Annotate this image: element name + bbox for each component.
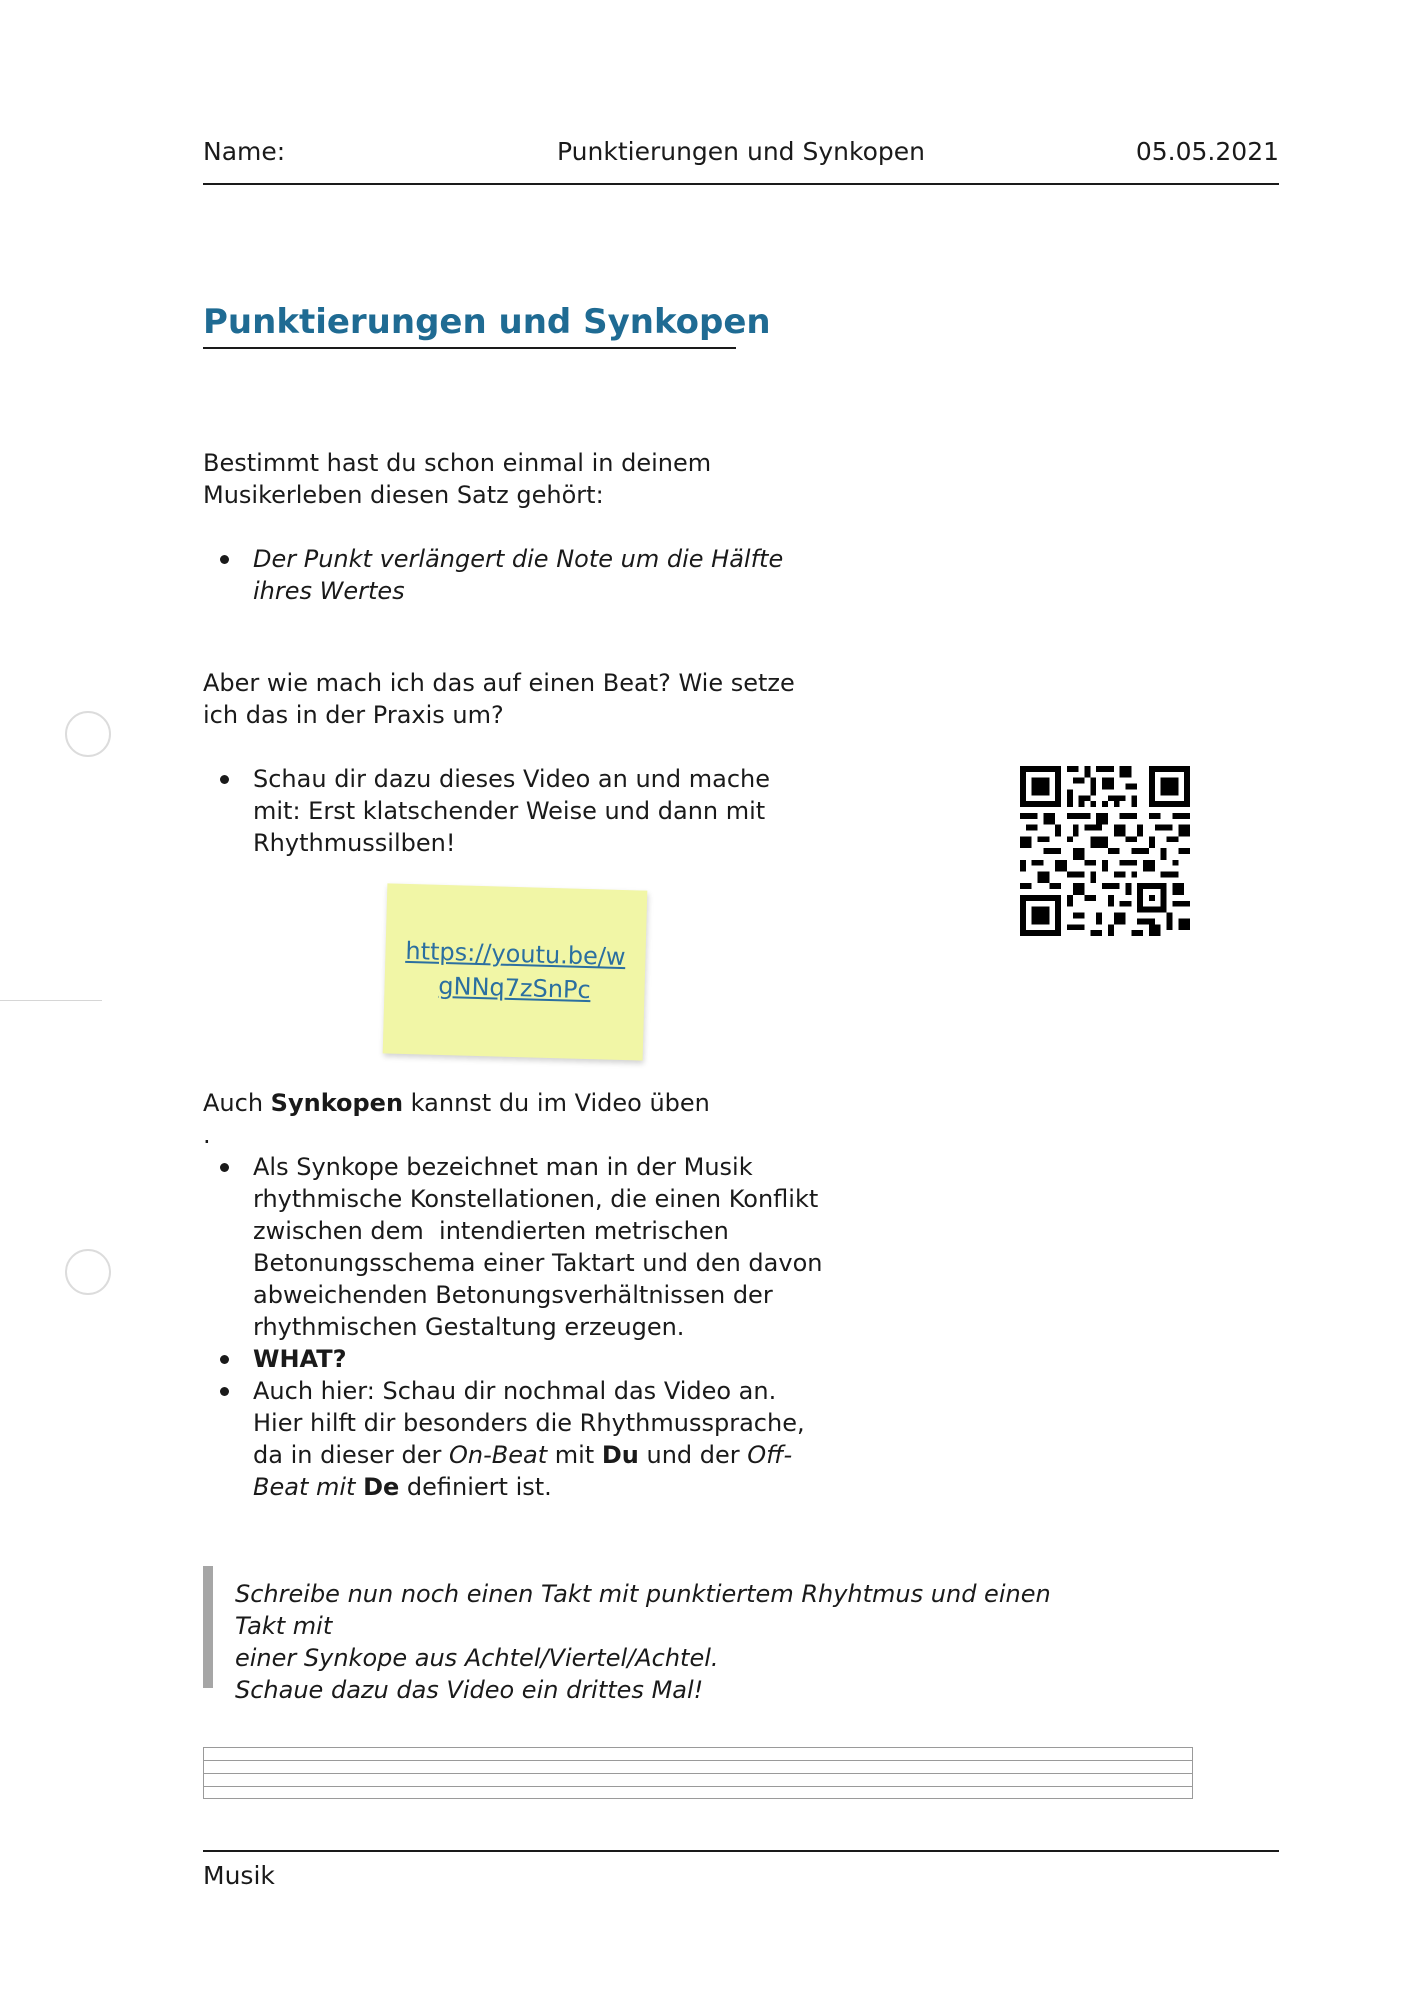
list-item: WHAT? (203, 1343, 823, 1375)
list-item (203, 1375, 823, 1503)
task-quote (203, 1566, 1073, 1704)
question-text: Aber wie mach ich das auf einen Beat? Wie setze ich das in der Praxis um? (203, 669, 795, 729)
task-line: Schreibe nun noch einen Takt mit punktiertem Rhyhtmus und einen Takt mit (235, 1580, 1051, 1640)
title-underline (203, 347, 736, 349)
staff-line (204, 1760, 1192, 1761)
text-span: und der (638, 1441, 748, 1469)
sticky-note (383, 883, 648, 1060)
text-span: mit (547, 1441, 602, 1469)
music-staff (203, 1747, 1193, 1799)
text-span: kannst du im Video üben (403, 1089, 710, 1117)
text-span (355, 1473, 363, 1501)
staff-line (204, 1773, 1192, 1774)
punch-hole-icon (65, 711, 111, 757)
bold-term: De (363, 1473, 400, 1501)
punch-hole-icon (65, 1249, 111, 1295)
intro-text: Bestimmt hast du schon einmal in deinem Musikerleben diesen Satz gehört: (203, 449, 712, 509)
staff-line (204, 1786, 1192, 1787)
synkopen-text (203, 1087, 823, 1119)
list-item: Schau dir dazu dieses Video an und mache mit: Erst klatschender Weise und dann mit Rhythmussilben! (203, 763, 823, 859)
task-line: einer Synkope aus Achtel/Viertel/Achtel. (235, 1644, 719, 1672)
list-item: Als Synkope bezeichnet man in der Musik rhythmische Konstellationen, die einen Konflikt zwischen dem intendierten metrischen Betonungsschema einer Taktart und den davon abweichenden Betonungsverhältnissen der rhythmischen Gestaltung erzeugen. (203, 1151, 823, 1343)
task-line: Schaue dazu das Video ein drittes Mal! (235, 1676, 704, 1704)
bold-term: Synkopen (270, 1089, 404, 1117)
list-item: Der Punkt verlängert die Note um die Hälfte ihres Wertes (203, 543, 823, 607)
qr-code-icon (1020, 766, 1190, 936)
bold-term: Du (601, 1441, 639, 1469)
header-date: 05.05.2021 (1135, 137, 1279, 166)
stray-dot: . (203, 1121, 211, 1149)
italic-term: On-Beat (449, 1441, 548, 1469)
text-span: Auch hier: Schau dir nochmal das Video an. Hier hilft dir besonders die Rhythmussprache, da in dieser der (253, 1377, 805, 1469)
text-span: Auch (203, 1089, 271, 1117)
footer-rule (203, 1850, 1279, 1852)
header-rule (203, 183, 1279, 185)
name-label: Name: (203, 137, 286, 166)
bullet-list-3 (203, 1151, 838, 1503)
video-link[interactable]: https://youtu.be/wgNNq7zSnPc (405, 936, 626, 1005)
bullet-list-1 (203, 543, 823, 607)
fold-mark (0, 1000, 102, 1001)
page-title: Punktierungen und Synkopen (203, 302, 771, 342)
header-title: Punktierungen und Synkopen (557, 137, 925, 166)
bullet-list-2 (203, 763, 823, 859)
italic-term: Off-Beat mit (253, 1441, 793, 1501)
footer-subject: Musik (203, 1861, 275, 1890)
text-span: definiert ist. (399, 1473, 552, 1501)
